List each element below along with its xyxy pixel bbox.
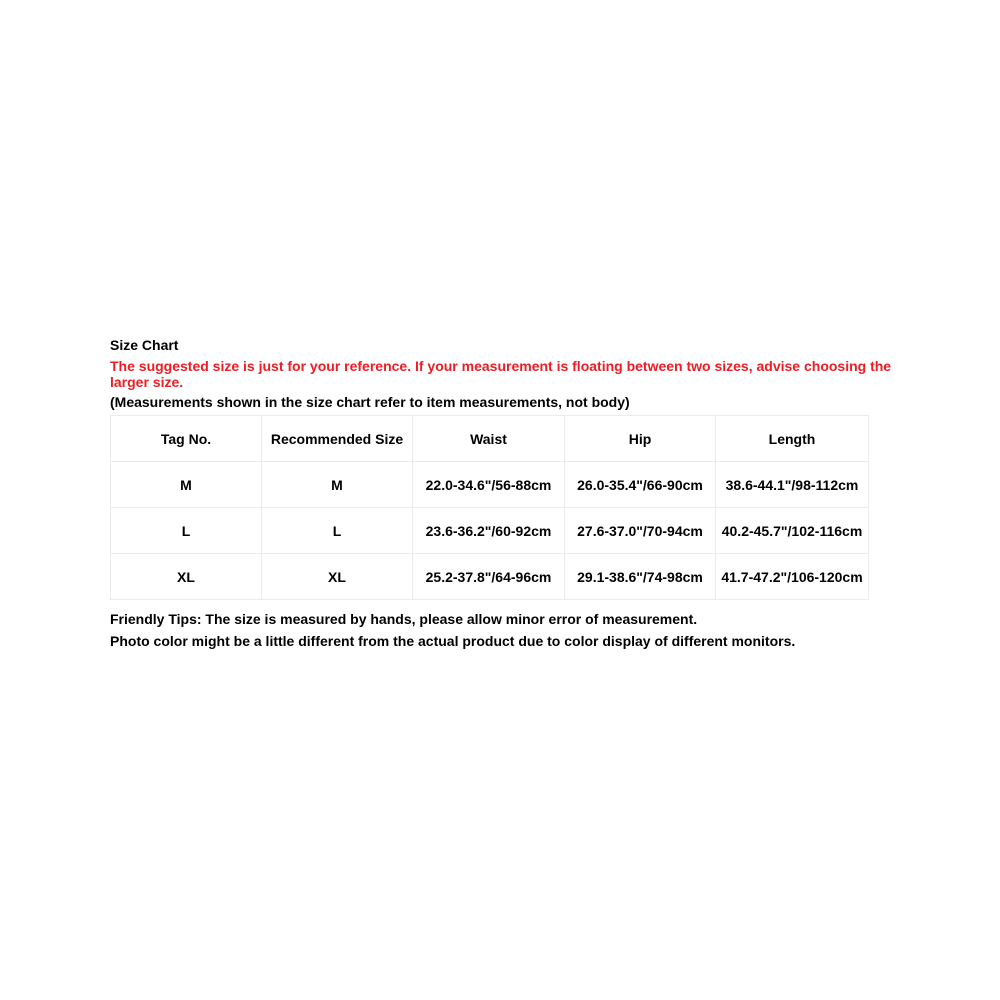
size-chart-title: Size Chart: [110, 337, 179, 353]
cell-tag-no: XL: [111, 554, 262, 600]
cell-recommended-size: XL: [262, 554, 413, 600]
size-chart-section: [110, 337, 900, 652]
header-recommended-size: Recommended Size: [262, 416, 413, 462]
friendly-tip: Friendly Tips: The size is measured by hands, please allow minor error of measurement.: [110, 611, 698, 627]
table-row: [111, 508, 869, 554]
size-notice: The suggested size is just for your reference. If your measurement is floating between two sizes, advise choosing the larger size.: [110, 358, 892, 390]
cell-hip: 29.1-38.6"/74-98cm: [565, 554, 716, 600]
cell-waist: 25.2-37.8"/64-96cm: [413, 554, 565, 600]
tips-section: [110, 608, 900, 652]
table-row: [111, 462, 869, 508]
header-hip: Hip: [565, 416, 716, 462]
color-tip: Photo color might be a little different from the actual product due to color display of different monitors.: [110, 633, 796, 649]
cell-hip: 27.6-37.0"/70-94cm: [565, 508, 716, 554]
cell-recommended-size: L: [262, 508, 413, 554]
cell-waist: 22.0-34.6"/56-88cm: [413, 462, 565, 508]
cell-length: 40.2-45.7"/102-116cm: [716, 508, 869, 554]
header-tag-no: Tag No.: [111, 416, 262, 462]
header-waist: Waist: [413, 416, 565, 462]
cell-length: 38.6-44.1"/98-112cm: [716, 462, 869, 508]
cell-hip: 26.0-35.4"/66-90cm: [565, 462, 716, 508]
cell-recommended-size: M: [262, 462, 413, 508]
table-row: [111, 554, 869, 600]
header-length: Length: [716, 416, 869, 462]
table-header-row: [111, 416, 869, 462]
cell-waist: 23.6-36.2"/60-92cm: [413, 508, 565, 554]
cell-length: 41.7-47.2"/106-120cm: [716, 554, 869, 600]
size-table: [110, 415, 869, 600]
cell-tag-no: L: [111, 508, 262, 554]
cell-tag-no: M: [111, 462, 262, 508]
measurement-note: (Measurements shown in the size chart refer to item measurements, not body): [110, 394, 630, 410]
